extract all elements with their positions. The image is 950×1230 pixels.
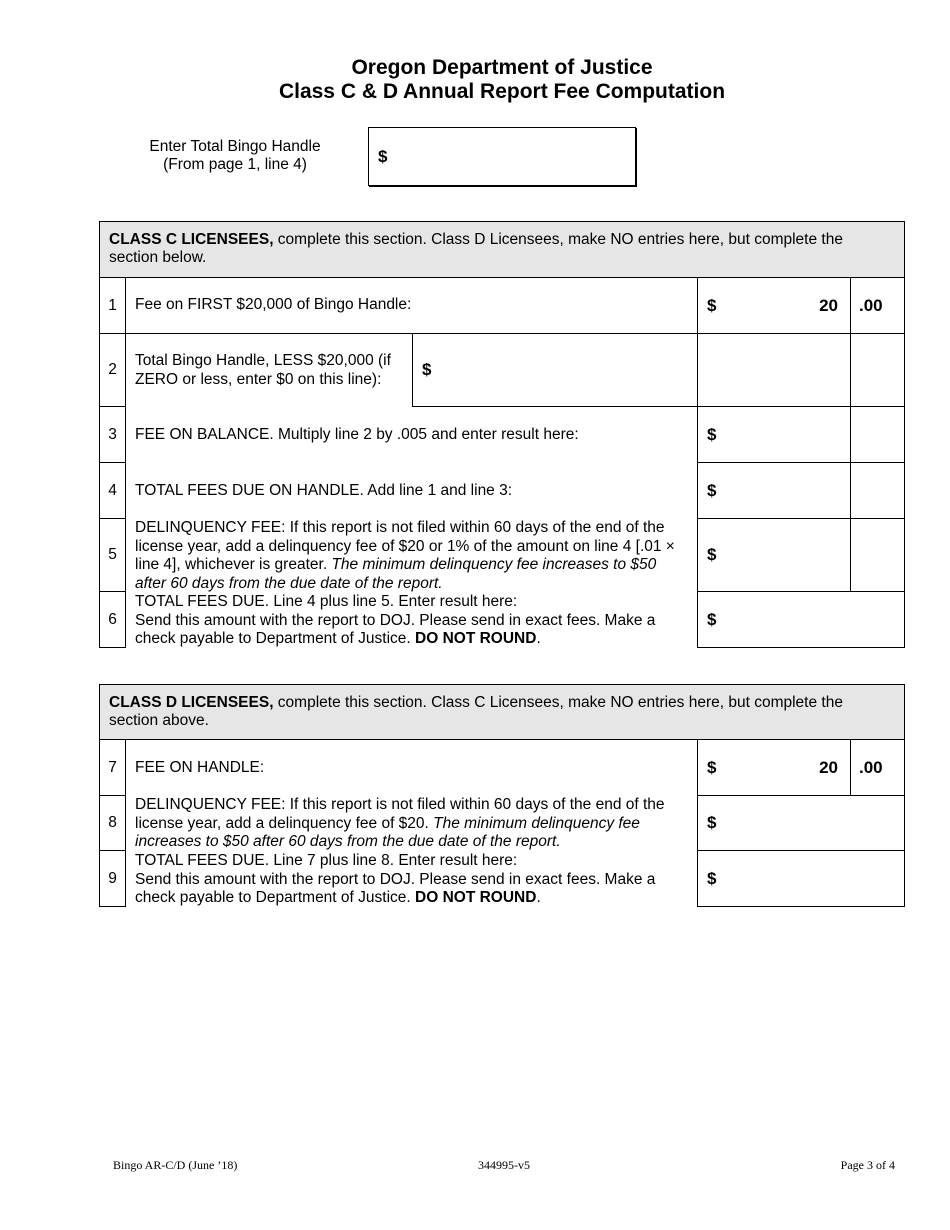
line-number: 7 [99, 740, 126, 796]
line-6-input[interactable] [697, 592, 905, 648]
line-5-input[interactable] [697, 519, 851, 592]
line-9-input[interactable] [697, 851, 905, 907]
currency-symbol: $ [707, 813, 717, 832]
line-4-input[interactable] [697, 463, 851, 519]
line-5-italic-note: The minimum delinquency fee increases to $50 after 60 days from the due date of the report. [135, 556, 657, 592]
currency-symbol: $ [707, 868, 717, 888]
handle-label [120, 138, 350, 174]
line-8-text: DELINQUENCY FEE: If this report is not filed within 60 days of the end of the license year, add a delinquency fee of $20. [135, 796, 665, 832]
period: . [536, 630, 541, 647]
line-number: 5 [99, 519, 126, 592]
line-4-cents-input[interactable] [851, 463, 905, 519]
currency-symbol: $ [707, 609, 717, 629]
line-3-label: FEE ON BALANCE. Multiply line 2 by .005 and enter result here: [135, 425, 579, 443]
line-number: 1 [99, 278, 126, 334]
footer-form-id: Bingo AR-C/D (June ’18) [113, 1158, 238, 1172]
fee-cents: .00 [851, 740, 905, 796]
line-2-blank-cell [697, 334, 851, 407]
currency-symbol: $ [422, 360, 432, 379]
line-number: 2 [99, 334, 126, 407]
footer-doc-id: 344995-v5 [478, 1158, 530, 1172]
fee-cents: .00 [851, 278, 905, 334]
currency-symbol: $ [707, 295, 717, 315]
line-number: 8 [99, 796, 126, 851]
fee-amount: 20 [819, 295, 838, 315]
class-d-header-bold: CLASS D LICENSEES, [109, 694, 274, 711]
line-number: 6 [99, 592, 126, 648]
line-8-label [135, 796, 687, 851]
currency-symbol: $ [707, 545, 717, 564]
total-handle-input[interactable] [368, 127, 636, 186]
currency-symbol: $ [378, 146, 388, 166]
class-d-header-text: complete this section. Class C Licensees, make NO entries here, but complete the section above. [109, 694, 843, 729]
do-not-round: DO NOT ROUND [415, 630, 537, 647]
line-8-input[interactable] [697, 796, 905, 851]
currency-symbol: $ [707, 480, 717, 500]
fee-amount: 20 [819, 757, 838, 777]
line-9-text-1: TOTAL FEES DUE. Line 7 plus line 8. Enter result here: [135, 852, 518, 869]
currency-symbol: $ [707, 424, 717, 444]
line-2-blank-cents [851, 334, 905, 407]
handle-label-line1: Enter Total Bingo Handle [149, 138, 321, 155]
line-5-text: DELINQUENCY FEE: If this report is not filed within 60 days of the end of the license year, add a delinquency fee of $20 or 1% of the amount on line 4 [.01 × line 4], whichever is greater. [135, 519, 675, 573]
line-9-instructions: Send this amount with the report to DOJ. Please send in exact fees. Make a check payable to Department of Justice. [135, 870, 656, 906]
footer-page-number: Page 3 of 4 [840, 1158, 895, 1172]
line-number: 4 [99, 463, 126, 519]
line-1-amount [697, 278, 851, 334]
class-d-header [99, 684, 905, 740]
page-title: Oregon Department of Justice [351, 56, 653, 79]
page-subtitle: Class C & D Annual Report Fee Computation [278, 80, 726, 103]
currency-symbol: $ [707, 757, 717, 777]
class-c-header-text: complete this section. Class D Licensees, make NO entries here, but complete the section below. [109, 231, 843, 266]
line-6-text-1: TOTAL FEES DUE. Line 4 plus line 5. Enter result here: [135, 593, 518, 610]
line-7-amount [697, 740, 851, 796]
do-not-round: DO NOT ROUND [415, 889, 537, 906]
line-9-label [135, 852, 687, 908]
handle-label-line2: (From page 1, line 4) [163, 156, 307, 173]
line-7-label: FEE ON HANDLE: [135, 758, 265, 776]
line-3-cents-input[interactable] [851, 407, 905, 463]
line-6-instructions: Send this amount with the report to DOJ. Please send in exact fees. Make a check payable to Department of Justice. [135, 611, 656, 647]
class-c-header-bold: CLASS C LICENSEES, [109, 231, 274, 248]
line-6-label [135, 593, 687, 649]
line-8-italic-note: The minimum delinquency fee increases to $50 after 60 days from the due date of the report. [135, 814, 640, 850]
period: . [536, 889, 541, 906]
line-2-input[interactable] [412, 334, 697, 407]
line-5-label [135, 519, 687, 592]
line-5-cents-input[interactable] [851, 519, 905, 592]
line-number: 9 [99, 851, 126, 907]
line-2-label: Total Bingo Handle, LESS $20,000 (if ZERO or less, enter $0 on this line): [135, 352, 391, 388]
line-6-text-2 [135, 612, 687, 649]
line-3-input[interactable] [697, 407, 851, 463]
line-9-text-2 [135, 871, 687, 908]
class-c-header [99, 221, 905, 278]
line-4-label: TOTAL FEES DUE ON HANDLE. Add line 1 and line 3: [135, 481, 513, 499]
line-number: 3 [99, 407, 126, 463]
line-1-label: Fee on FIRST $20,000 of Bingo Handle: [126, 278, 697, 334]
